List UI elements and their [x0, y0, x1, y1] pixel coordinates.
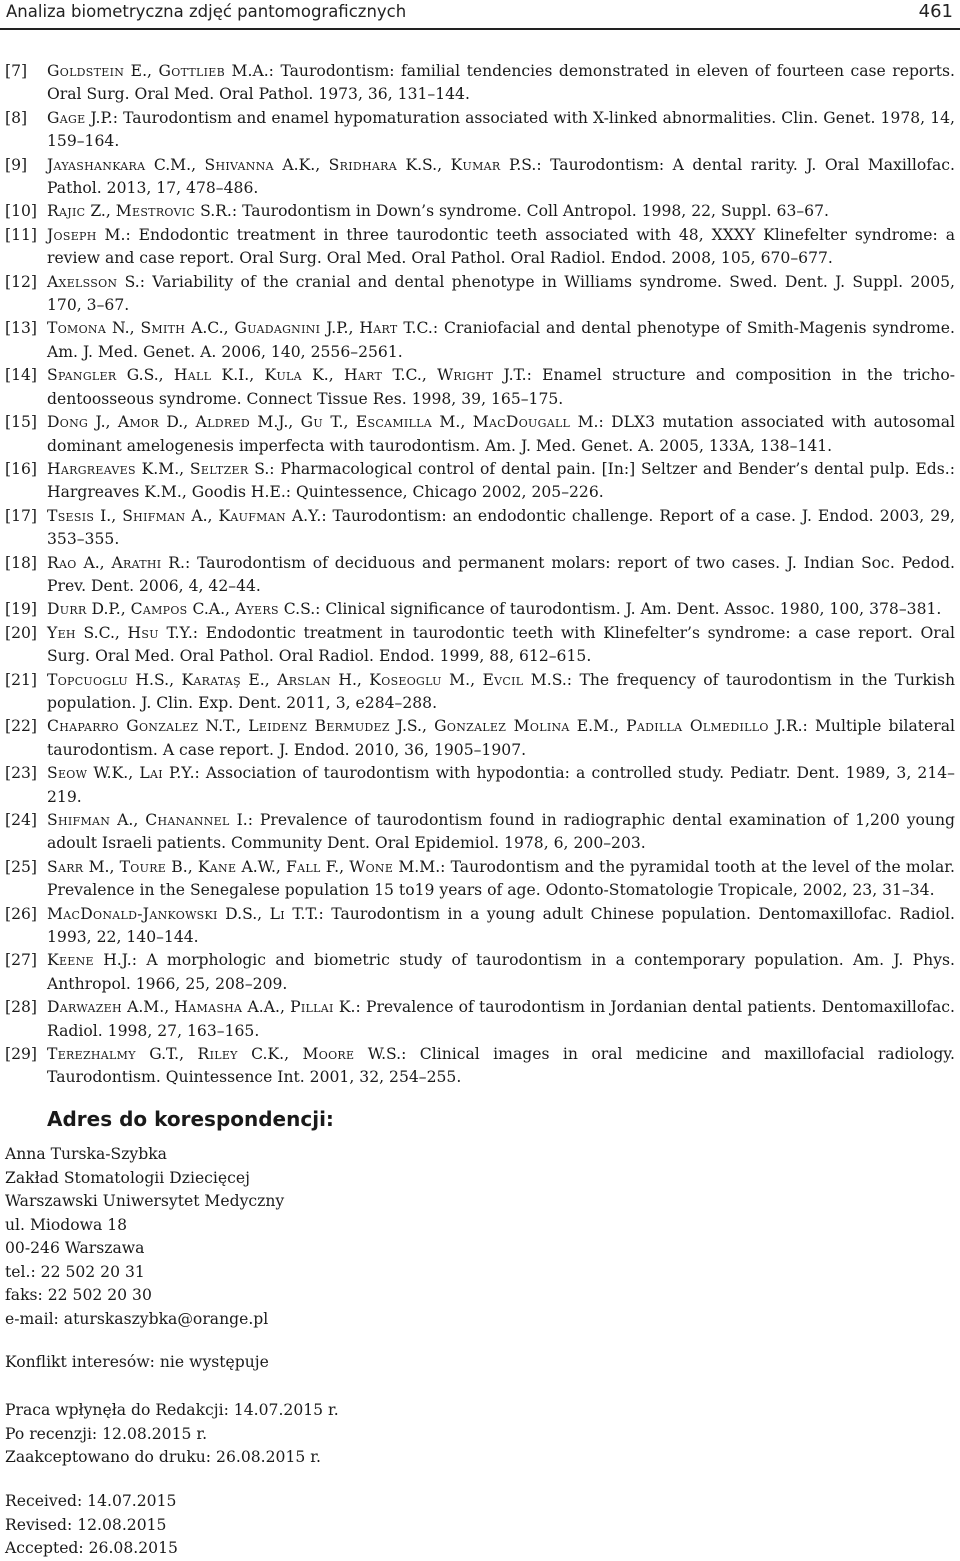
citation-text: E.M.,: [569, 717, 627, 736]
author-name: Joseph: [47, 225, 97, 244]
author-name: Topcuoglu: [47, 670, 128, 689]
author-name: Toure: [119, 857, 167, 876]
reference-item: [5, 317, 955, 364]
reference-number: [23]: [5, 764, 38, 783]
reference-text: [47, 622, 955, 669]
dates-polish: [5, 1399, 339, 1470]
citation-text: T.,: [323, 413, 356, 432]
reference-number: [16]: [5, 459, 38, 478]
author-name: Hart: [344, 366, 383, 385]
citation-text: C.S.: Clinical significance of taurodontism. J. Am. Dent. Assoc. 1980, 100, 378–381.: [278, 600, 942, 619]
citation-text: A.,: [76, 553, 112, 572]
conflict-text: Konflikt interesów: nie występuje: [5, 1353, 269, 1371]
reference-item: [5, 552, 955, 599]
reference-list: [5, 60, 955, 1090]
citation-text: H.,: [330, 670, 370, 689]
author-name: Li: [269, 904, 285, 923]
reference-number: [28]: [5, 998, 38, 1017]
reference-number: [19]: [5, 600, 38, 619]
citation-text: M.,: [83, 857, 120, 876]
author-name: Shivanna: [204, 155, 274, 174]
author-name: Shifman: [47, 811, 111, 829]
reference-item: [5, 1043, 955, 1090]
author-name: Moore: [302, 1045, 355, 1064]
reference-item: [5, 458, 955, 505]
author-name: Durr: [47, 600, 87, 619]
author-name: Pillai: [290, 998, 334, 1017]
citation-text: M.M.: Taurodontism and the pyramidal tooth at the level of the molar. Prevalence in the Senegalese population 15 to19 years of age. Odonto-Stomatologie Tropicale, 2002, 23, 31–34.: [47, 857, 955, 900]
author-name: Kula: [264, 366, 302, 385]
author-name: Hall: [173, 366, 212, 385]
reference-number: [8]: [5, 108, 28, 127]
citation-text: G.S.,: [116, 366, 174, 385]
citation-text: C.A.,: [187, 600, 235, 619]
author-name: Chaparro Gonzalez: [47, 717, 199, 736]
reference-number: [9]: [5, 155, 28, 174]
reference-number: [7]: [5, 62, 28, 80]
citation-text: I.: Prevalence of taurodontism found in radiographic dental examination of 1,200 young adoult Israeli patients. Community Dent. Oral Epidemiol. 1978, 6, 200–203.: [47, 811, 955, 853]
citation-text: H.S.,: [128, 670, 182, 689]
author-name: Gottlieb: [158, 62, 226, 80]
author-name: Campos: [130, 600, 188, 619]
citation-text: D.,: [158, 413, 196, 432]
author-name: Seltzer: [189, 459, 249, 478]
citation-text: M.A.: Taurodontism: familial tendencies demonstrated in eleven of fourteen case reports. Oral Surg. Oral Med. Oral Pathol. 1973, 36, 131–144.: [47, 62, 956, 104]
reference-item: [5, 154, 955, 201]
citation-text: J.S.,: [389, 717, 435, 736]
date-line: Po recenzji: 12.08.2015 r.: [5, 1424, 208, 1443]
citation-text: A.A.,: [242, 998, 291, 1017]
citation-text: T.C.,: [382, 366, 438, 385]
reference-item: [5, 364, 955, 411]
reference-number: [18]: [5, 553, 38, 572]
citation-text: T.C.: Craniofacial and dental phenotype of Smith-Magenis syndrome. Am. J. Med. Genet. A. 2006, 140, 2556–2561.: [47, 319, 955, 361]
reference-text: [47, 200, 955, 223]
citation-text: A.,: [185, 506, 219, 525]
citation-text: J.,: [88, 413, 118, 432]
reference-text: [47, 154, 955, 201]
citation-text: W.S.: Clinical images in oral medicine and maxillofacial radiology. Taurodontism. Quintessence Int. 2001, 32, 254–255.: [47, 1045, 956, 1087]
citation-text: J.P.: Taurodontism and enamel hypomaturation associated with X-linked abnormalities. Clin. Genet. 1978, 14, 159–164.: [47, 108, 955, 151]
citation-text: Z.,: [85, 202, 116, 221]
citation-text: J.R.: Multiple bilateral taurodontism. A case report. J. Endod. 2010, 36, 1905–1907.: [47, 717, 956, 759]
author-name: Axelsson: [47, 272, 118, 291]
reference-text: [47, 669, 955, 716]
author-name: Koseoglu: [369, 670, 442, 689]
citation-text: M.,: [441, 670, 483, 689]
author-name: Lai: [139, 764, 163, 783]
author-name: Aldred: [195, 413, 250, 432]
author-name: Rao: [47, 553, 77, 572]
reference-number: [27]: [5, 951, 38, 970]
reference-number: [11]: [5, 225, 38, 244]
citation-text: A.K.,: [273, 155, 329, 174]
citation-text: C.M.,: [145, 155, 205, 174]
author-name: Riley: [197, 1045, 238, 1064]
author-name: Hargreaves: [47, 459, 136, 478]
citation-text: D.P.,: [86, 600, 131, 619]
reference-number: [21]: [5, 670, 38, 689]
author-name: Jayashankara: [47, 155, 146, 174]
date-line: Accepted: 26.08.2015: [5, 1539, 178, 1557]
date-line: Revised: 12.08.2015: [5, 1515, 167, 1534]
citation-text: R.: Taurodontism of deciduous and permanent molars: report of two cases. J. Indian Soc. Pedod. Prev. Dent. 2006, 4, 42–44.: [47, 553, 956, 595]
reference-item: [5, 996, 955, 1043]
reference-text: [47, 715, 955, 762]
citation-text: A.C.,: [185, 319, 235, 338]
citation-text: J.T.: Enamel structure and composition in the tricho-dentoosseous syndrome. Connect Tissue Res. 1998, 39, 165–175.: [47, 366, 955, 408]
citation-text: N.T.,: [198, 717, 249, 736]
author-name: Hsu: [127, 623, 159, 642]
reference-number: [24]: [5, 811, 38, 829]
citation-text: B.,: [166, 857, 198, 876]
author-name: Karataş: [181, 670, 241, 689]
reference-item: [5, 762, 955, 809]
author-name: Goldstein: [47, 62, 125, 80]
author-name: Hart: [359, 319, 398, 338]
reference-item: [5, 622, 955, 669]
reference-item: [5, 271, 955, 318]
reference-item: [5, 505, 955, 552]
citation-text: D.S.,: [217, 904, 270, 923]
reference-item: [5, 200, 955, 223]
citation-text: A.M.,: [121, 998, 175, 1017]
reference-number: [17]: [5, 506, 38, 525]
reference-text: [47, 856, 955, 903]
citation-text: T.Y.: Endodontic treatment in taurodontic teeth with Klinefelter’s syndrome: a case report. Oral Surg. Oral Med. Oral Pathol. Oral Radiol. Endod. 1999, 88, 612–615.: [47, 623, 955, 666]
date-line: Received: 14.07.2015: [5, 1492, 177, 1510]
author-name: Gage: [47, 108, 86, 127]
citation-text: K.I.,: [211, 366, 265, 385]
address-line: e-mail: aturskaszybka@orange.pl: [5, 1309, 269, 1328]
citation-text: M.S.: The frequency of taurodontism in the Turkish population. J. Clin. Exp. Dent. 2011, 3, e284–288.: [47, 670, 955, 712]
reference-item: [5, 715, 955, 762]
dates-english: [5, 1490, 178, 1561]
citation-text: K.S.,: [396, 155, 451, 174]
reference-text: [47, 317, 955, 364]
reference-item: [5, 598, 955, 621]
citation-text: K.,: [301, 366, 344, 385]
author-name: Hamasha: [174, 998, 243, 1017]
conflict-statement: [5, 1351, 269, 1375]
citation-text: P.Y.: Association of taurodontism with hypodontia: a controlled study. Pediatr. Dent. 1989, 3, 214–219.: [47, 764, 955, 806]
author-name: Amor: [117, 413, 159, 432]
address-line: Zakład Stomatologii Dziecięcej: [5, 1168, 250, 1187]
author-name: Kaufman: [218, 506, 286, 525]
reference-item: [5, 60, 955, 107]
author-name: Spangler: [47, 366, 117, 385]
address-line: Anna Turska-Szybka: [5, 1145, 167, 1163]
address-line: 00-246 Warszawa: [5, 1239, 145, 1257]
citation-text: A.Y.: Taurodontism: an endodontic challenge. Report of a case. J. Endod. 2003, 29, 353–355.: [47, 506, 955, 549]
author-name: MacDougall: [472, 413, 571, 432]
reference-item: [5, 107, 955, 154]
author-name: Darwazeh: [47, 998, 122, 1017]
citation-text: E.,: [124, 62, 159, 80]
address-line: tel.: 22 502 20 31: [5, 1262, 145, 1281]
author-name: Rajic: [47, 202, 86, 221]
reference-number: [22]: [5, 717, 38, 736]
reference-number: [29]: [5, 1045, 38, 1064]
citation-text: S.: Pharmacological control of dental pain. [In:] Seltzer and Bender’s dental pulp. Eds.: Hargreaves K.M., Goodis H.E.: Quintessence, Chicago 2002, 205–226.: [47, 459, 955, 502]
reference-text: [47, 996, 955, 1043]
author-name: Gonzalez Molina: [434, 717, 570, 736]
citation-text: M.: Endodontic treatment in three taurodontic teeth associated with 48, XXXY Klinefelter syndrome: a review and case report. Oral Surg. Oral Med. Oral Pathol. Oral Radiol. Endod. 2008, 105, 670–677.: [47, 225, 955, 268]
author-name: Padilla Olmedillo: [626, 717, 769, 736]
address-line: Warszawski Uniwersytet Medyczny: [5, 1192, 285, 1210]
correspondence-address: [5, 1143, 284, 1331]
citation-text: W.K.,: [87, 764, 140, 783]
author-name: Evcil: [482, 670, 524, 689]
author-name: Guadagnini: [234, 319, 321, 338]
reference-item: [5, 669, 955, 716]
reference-item: [5, 903, 955, 950]
citation-text: M.J.,: [249, 413, 301, 432]
citation-text: A.W.,: [236, 857, 287, 876]
date-line: Zaakceptowano do druku: 26.08.2015 r.: [5, 1448, 321, 1466]
reference-item: [5, 856, 955, 903]
reference-text: [47, 598, 955, 621]
reference-number: [10]: [5, 202, 38, 221]
author-name: Gu: [300, 413, 323, 432]
citation-text: K.: Prevalence of taurodontism in Jordanian dental patients. Dentomaxillofac. Radiol. 1998, 27, 163–165.: [47, 998, 955, 1040]
reference-text: [47, 411, 955, 458]
reference-text: [47, 949, 955, 996]
reference-text: [47, 364, 955, 411]
reference-number: [26]: [5, 904, 38, 923]
correspondence-heading: Adres do korespondencji:: [47, 1107, 334, 1131]
reference-text: [47, 224, 955, 271]
citation-text: P.S.: Taurodontism: A dental rarity. J. Oral Maxillofac. Pathol. 2013, 17, 478–486.: [47, 155, 955, 198]
citation-text: M.: DLX3 mutation associated with autosomal dominant amelogenesis imperfecta with taurodontism. Am. J. Med. Genet. A. 2005, 133A, 138–141.: [47, 413, 956, 455]
citation-text: T.T.: Taurodontism in a young adult Chinese population. Dentomaxillofac. Radiol. 1993, 22, 140–144.: [47, 904, 955, 947]
author-name: MacDonald-Jankowski: [47, 904, 218, 923]
citation-text: F.,: [320, 857, 350, 876]
reference-item: [5, 224, 955, 271]
citation-text: N.,: [106, 319, 141, 338]
citation-text: M.,: [432, 413, 473, 432]
citation-text: J.P.,: [320, 319, 360, 338]
author-name: Arslan: [277, 670, 331, 689]
reference-number: [13]: [5, 319, 38, 338]
citation-text: I.,: [94, 506, 123, 525]
reference-number: [14]: [5, 366, 38, 385]
running-title: Analiza biometryczna zdjęć pantomograficznych: [6, 2, 407, 21]
author-name: Kane: [197, 857, 237, 876]
citation-text: G.T.,: [135, 1045, 198, 1064]
reference-number: [12]: [5, 272, 38, 291]
citation-text: H.J.: A morphologic and biometric study of taurodontism in a contemporary population. Am. J. Phys. Anthropol. 1966, 25, 208–209.: [47, 951, 955, 993]
citation-text: C.K.,: [237, 1045, 303, 1064]
author-name: Ayers: [234, 600, 279, 619]
reference-number: [20]: [5, 623, 38, 642]
author-name: Leidenz Bermudez: [248, 717, 390, 736]
citation-text: K.M.,: [135, 459, 190, 478]
reference-text: [47, 458, 955, 505]
reference-text: [47, 809, 955, 856]
author-name: Kumar: [450, 155, 501, 174]
author-name: Sridhara: [328, 155, 397, 174]
date-line: Praca wpłynęła do Redakcji: 14.07.2015 r.: [5, 1401, 339, 1419]
reference-text: [47, 762, 955, 809]
author-name: Fall: [286, 857, 321, 876]
reference-text: [47, 60, 955, 107]
citation-text: S.: Variability of the cranial and dental phenotype in Williams syndrome. Swed. Dent. J. Suppl. 2005, 170, 3–67.: [47, 272, 955, 315]
author-name: Mestrovic: [115, 202, 196, 221]
reference-item: [5, 411, 955, 458]
citation-text: A.,: [110, 811, 146, 829]
reference-text: [47, 271, 955, 318]
address-line: ul. Miodowa 18: [5, 1215, 128, 1234]
author-name: Terezhalmy: [47, 1045, 136, 1064]
author-name: Tsesis: [47, 506, 95, 525]
citation-text: S.C.,: [75, 623, 128, 642]
author-name: Escamilla: [355, 413, 432, 432]
page-number: 461: [918, 1, 953, 22]
author-name: Smith: [140, 319, 186, 338]
reference-number: [25]: [5, 857, 38, 876]
author-name: Sarr: [47, 857, 84, 876]
citation-text: S.R.: Taurodontism in Down’s syndrome. Coll Antropol. 1998, 22, Suppl. 63–67.: [195, 202, 829, 221]
author-name: Seow: [47, 764, 88, 783]
reference-text: [47, 1043, 955, 1090]
author-name: Yeh: [47, 623, 76, 642]
author-name: Keene: [47, 951, 94, 970]
author-name: Shifman: [122, 506, 186, 525]
reference-item: [5, 949, 955, 996]
author-name: Dong: [47, 413, 89, 432]
reference-text: [47, 505, 955, 552]
author-name: Arathi: [111, 553, 162, 572]
running-header: [0, 0, 960, 30]
author-name: Wone: [349, 857, 394, 876]
author-name: Wright: [437, 366, 494, 385]
reference-item: [5, 809, 955, 856]
citation-text: E.,: [241, 670, 278, 689]
reference-number: [15]: [5, 413, 38, 432]
author-name: Tomona: [47, 319, 107, 338]
author-name: Chanannel: [145, 811, 230, 829]
reference-text: [47, 903, 955, 950]
reference-text: [47, 552, 955, 599]
address-line: faks: 22 502 20 30: [5, 1286, 152, 1304]
reference-text: [47, 107, 955, 154]
